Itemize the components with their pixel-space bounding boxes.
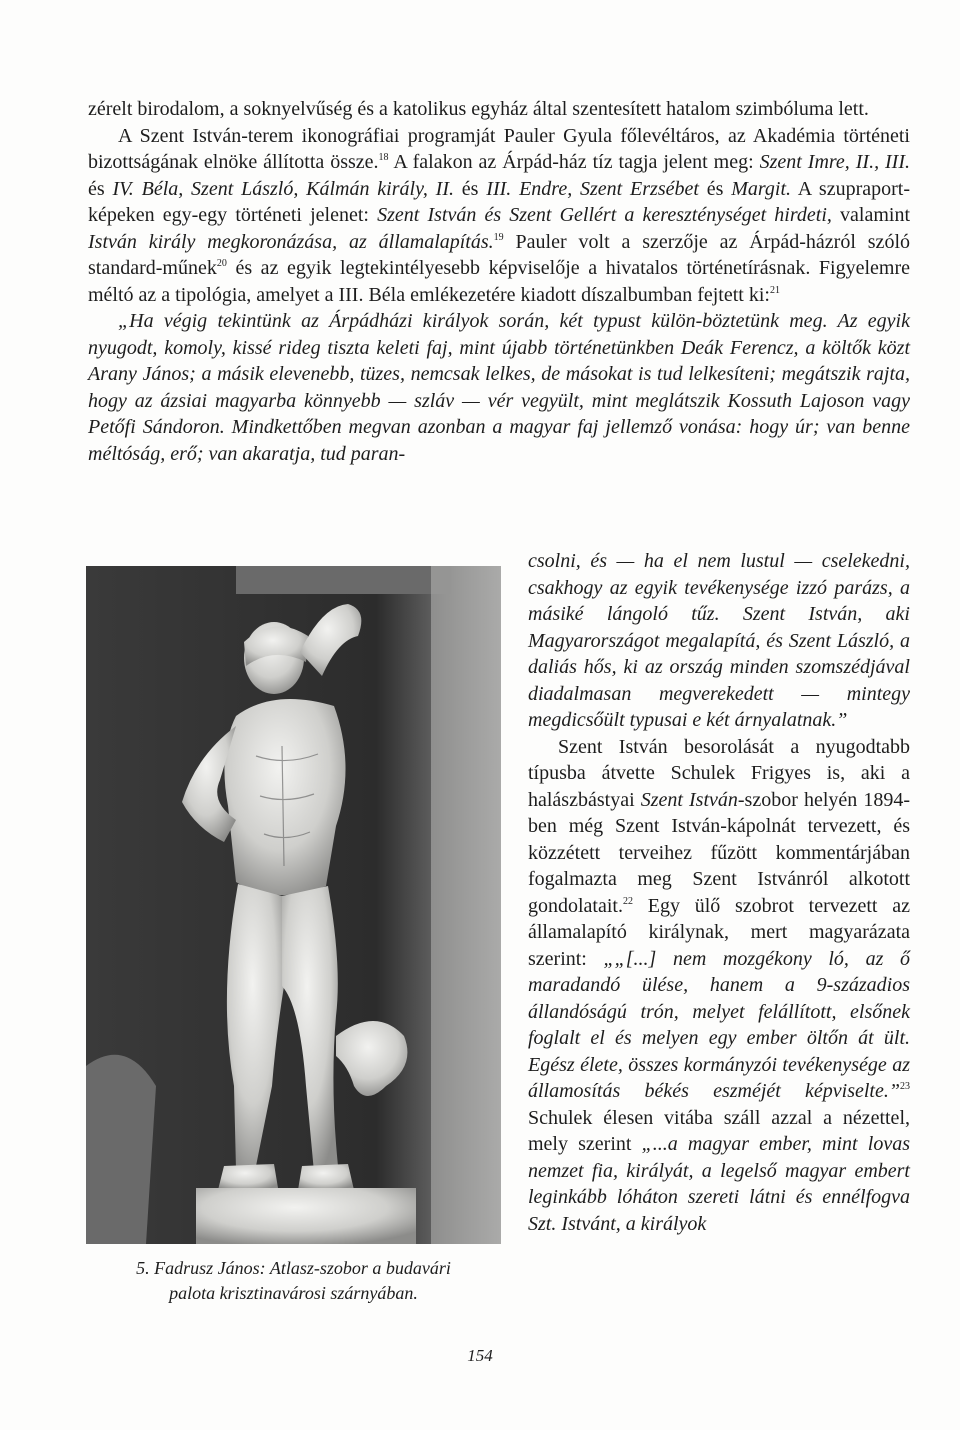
figure-caption-line-2: palota krisztinavárosi szárnyában. [169,1283,418,1303]
footnote-ref-20[interactable]: 20 [216,258,227,269]
footnote-ref-21[interactable]: 21 [769,284,780,296]
statue-photograph [86,566,501,1244]
footnote-ref-19[interactable]: 19 [493,231,504,243]
page-number: 154 [467,1346,493,1365]
block-quote-start: „Ha végig tekintünk az Árpádházi királyok során, két typust külön-böztetünk meg. Az egyik nyugodt, komoly, kissé rideg tiszta keleti faj, mint újabb történetünkben Deák Ferencz, a költők közt Arany János; a másik elevenebb, tüzes, nemcsak lelkes, de másokat is tud lelkesíteni; megátszik rajta, hogy az ázsiai magyarba könnyebb — szláv — vér vegyült, mint meglátszik Kossuth Lajoson vagy Petőfi Sándoron. Mindkettőben megvan azonban a magyar faj jellemző vonása: hogy úr; van benne méltóság, erő; van akaratja, tud paran- [88,310,910,465]
full-width-text [88,96,910,467]
footnote-ref-22[interactable]: 22 [622,895,633,907]
footnote-ref-18[interactable]: 18 [378,152,389,163]
block-quote-end: csolni, és — ha el nem lustul — cselekedni, csakhogy az egyik tevékenysége izzó parázs, a másiké lángoló tűz. Szent István, aki Magyarországot megalapítá, és Szent László, a daliás hős, ki az ország minden szomszédjával diadalmasan megverekedett — mintegy megdicsőült typusai e két árnyalatnak.” [528,550,910,731]
figure-caption [86,1256,501,1306]
paragraph-1 [88,96,910,123]
footnote-ref-23[interactable]: 23 [900,1081,910,1092]
statue-illustration [86,566,501,1244]
figure-caption-line-1: 5. Fadrusz János: Atlasz-szobor a budavári [136,1258,451,1278]
paragraph-2: A Szent István-terem ikonográfiai programját Pauler Gyula főlevéltáros, az Akadémia történeti bizottságának elnöke állította össze.$^{18}$ A falakon az Árpád-ház tíz tagja jelent meg: Szent Imre, II., III. és IV. Béla, Szent László, Kálmán király, II. és III. Endre, Szent Erzsébet és Margit. A szupraport-képeken egy-egy történeti jelenet: Szent István és Szent Gellért a kereszténységet hirdeti, valamint István király megkoronázása, az államalapítás.$^{19}$ Pauler volt a szerzője az Árpád-házról szóló standard-műnek$^{20}$ és az egyik legtekintélyesebb képviselője a hivatalos történetírásnak. Figyelemre méltó az a tipológia, amelyet a III. Béla emlékezetére kiadott díszalbumban fejtett ki:$^{21}$ [88,124,911,306]
paragraph-3: Szent István besorolását a nyugodtabb típusba átvette Schulek Frigyes is, aki a halászbástyai Szent István-szobor helyén 1894-ben még Szent István-kápolnát tervezett, és közzétett terveihez fűzött kommentárjában fogalmazta meg Szent Istvánról alkotott gondolatait.$^{22}$ Egy ülő szobrot tervezett az államalapító királynak, mert magyarázata szerint: „„[...] nem mozgékony ló, az ő maradandó ülése, hanem a 9-századios állandóságú trón, melyet felállított, elsőnek foglalt el és melyen egy ember öltőn át ült. Egész élete, összes kormányzói tevékenysége az államosítás békés eszméjét képviselte.”$^{23}$ Schulek élesen vitába száll azzal a nézettel, mely szerint „...a magyar ember, mint lovas nemzet fia, királyát, a legelső magyar embert leginkább lóháton szereti látni és ennélfogva Szt. Istvánt, a királyok [528,735,911,1235]
narrow-column-text [528,548,910,1237]
paragraph-1-text: zérelt birodalom, a soknyelvűség és a katolikus egyház által szentesített hatalom szimbóluma lett. [88,98,869,120]
